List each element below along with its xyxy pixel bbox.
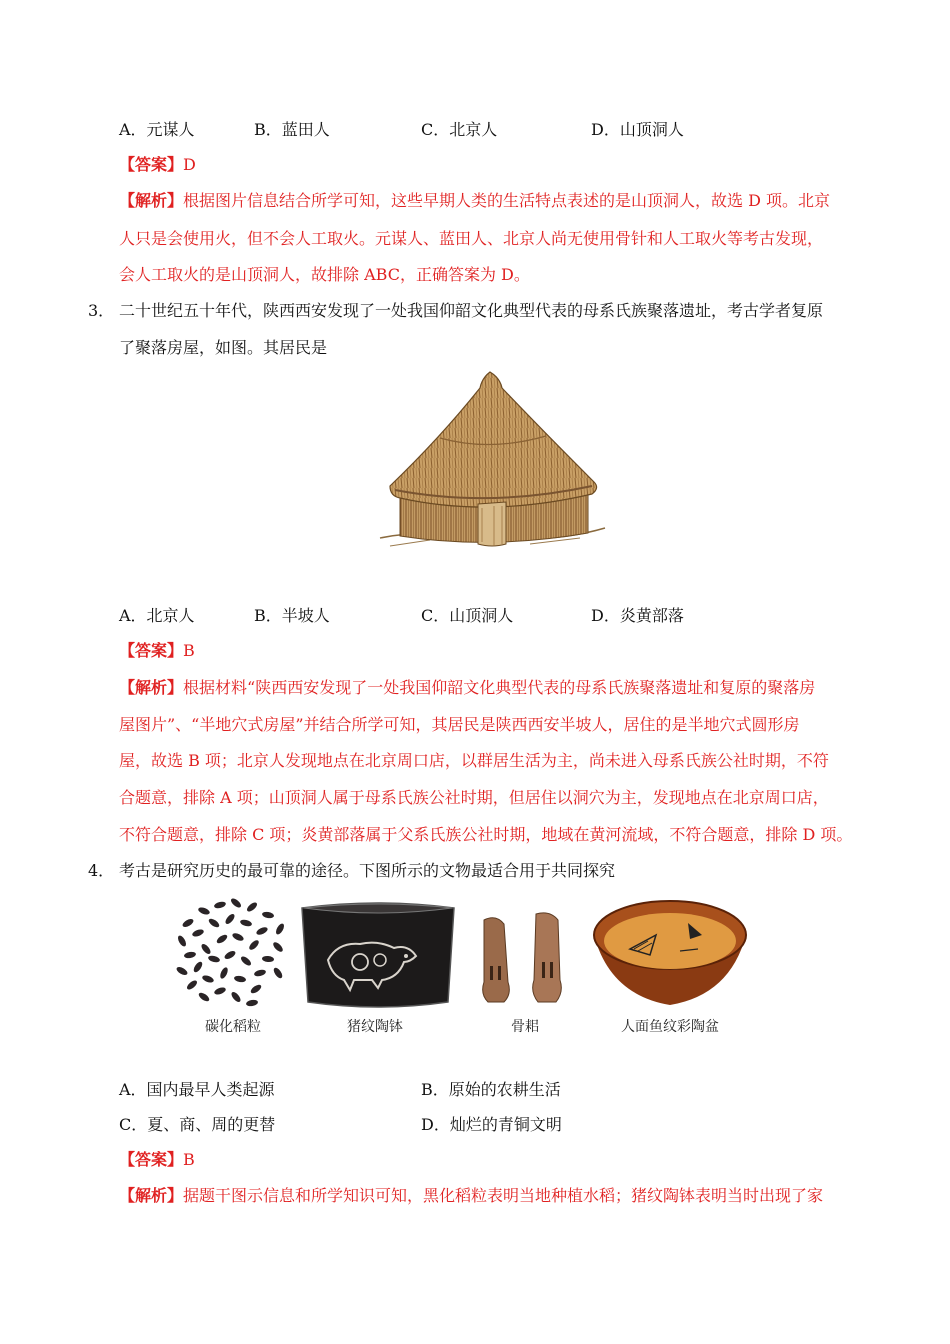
q3-option-c: C．山顶洞人: [421, 606, 514, 625]
answer-value: B: [183, 1150, 195, 1169]
painted-pottery-basin-image: [590, 895, 750, 1015]
q4-option-c: C．夏、商、周的更替: [119, 1115, 276, 1134]
q2-analysis-line-3: 会人工取火的是山顶洞人，故排除 ABC，正确答案为 D。: [119, 265, 530, 284]
q4-number: 4．: [88, 861, 115, 880]
q2-option-b: B．蓝田人: [254, 120, 330, 139]
bone-spade-image: [474, 910, 574, 1010]
q3-stem-line-1: 二十世纪五十年代，陕西西安发现了一处我国仰韶文化典型代表的母系氏族聚落遗址，考古学者复原: [119, 301, 824, 320]
q3-option-a: A．北京人: [119, 606, 195, 625]
q3-analysis-line-5: 不符合题意，排除 C 项；炎黄部落属于父系氏族公社时期，地域在黄河流域，不符合题意，排除 D 项。: [119, 825, 853, 844]
analysis-tag: 【解析】: [119, 191, 184, 210]
q4-option-b: B．原始的农耕生活: [421, 1080, 561, 1099]
carbonized-rice-image: [168, 893, 298, 1011]
answer-value: D: [183, 155, 196, 174]
q3-analysis-line-4: 合题意，排除 A 项；山顶洞人属于母系氏族公社时期，但居住以洞穴为主，发现地点在北京周口店，: [119, 788, 829, 807]
pig-pattern-bowl-image: [298, 900, 458, 1012]
q2-option-c: C．北京人: [421, 120, 498, 139]
q2-analysis-line-1: [119, 188, 830, 211]
q2-option-d: D．山顶洞人: [591, 120, 684, 139]
q3-answer: [119, 638, 195, 661]
q4-option-a: A．国内最早人类起源: [119, 1080, 275, 1099]
caption-carbonized-rice: 碳化稻粒: [205, 1019, 261, 1035]
q4-stem: 考古是研究历史的最可靠的途径。下图所示的文物最适合用于共同探究: [119, 861, 616, 880]
answer-tag: 【答案】: [119, 641, 184, 660]
analysis-text: 据题干图示信息和所学知识可知，黑化稻粒表明当地种植水稻；猪纹陶钵表明当时出现了家: [183, 1186, 824, 1205]
q4-option-d: D．灿烂的青铜文明: [421, 1115, 562, 1134]
thatched-hut-image: [370, 368, 610, 558]
q2-option-a: A．元谋人: [119, 120, 195, 139]
answer-tag: 【答案】: [119, 155, 184, 174]
caption-pig-bowl: 猪纹陶钵: [347, 1019, 403, 1035]
q3-option-d: D．炎黄部落: [591, 606, 684, 625]
answer-tag: 【答案】: [119, 1150, 184, 1169]
analysis-tag: 【解析】: [119, 678, 184, 697]
q3-analysis-line-2: 屋图片”、“半地穴式房屋”并结合所学可知，其居民是陕西西安半坡人，居住的是半地穴式圆形房: [119, 715, 800, 734]
analysis-text: 根据图片信息结合所学可知，这些早期人类的生活特点表述的是山顶洞人，故选 D 项。北京: [183, 191, 831, 210]
caption-pottery-basin: 人面鱼纹彩陶盆: [621, 1019, 719, 1035]
q3-analysis-line-1: [119, 675, 815, 698]
q4-analysis-line-1: [119, 1183, 823, 1206]
q4-answer: [119, 1147, 195, 1170]
analysis-tag: 【解析】: [119, 1186, 184, 1205]
q2-answer: [119, 152, 196, 175]
q3-number: 3．: [88, 301, 115, 320]
q3-option-b: B．半坡人: [254, 606, 330, 625]
analysis-text: 根据材料“陕西西安发现了一处我国仰韶文化典型代表的母系氏族聚落遗址和复原的聚落房: [183, 678, 816, 697]
q2-analysis-line-2: 人只是会使用火，但不会人工取火。元谋人、蓝田人、北京人尚无使用骨针和人工取火等考古发现，: [119, 229, 824, 248]
q3-stem-line-2: 了聚落房屋，如图。其居民是: [119, 338, 328, 357]
q3-analysis-line-3: 屋，故选 B 项；北京人发现地点在北京周口店，以群居生活为主，尚未进入母系氏族公社时期，不符: [119, 751, 829, 770]
answer-value: B: [183, 641, 195, 660]
caption-bone-spade: 骨耜: [511, 1019, 539, 1035]
